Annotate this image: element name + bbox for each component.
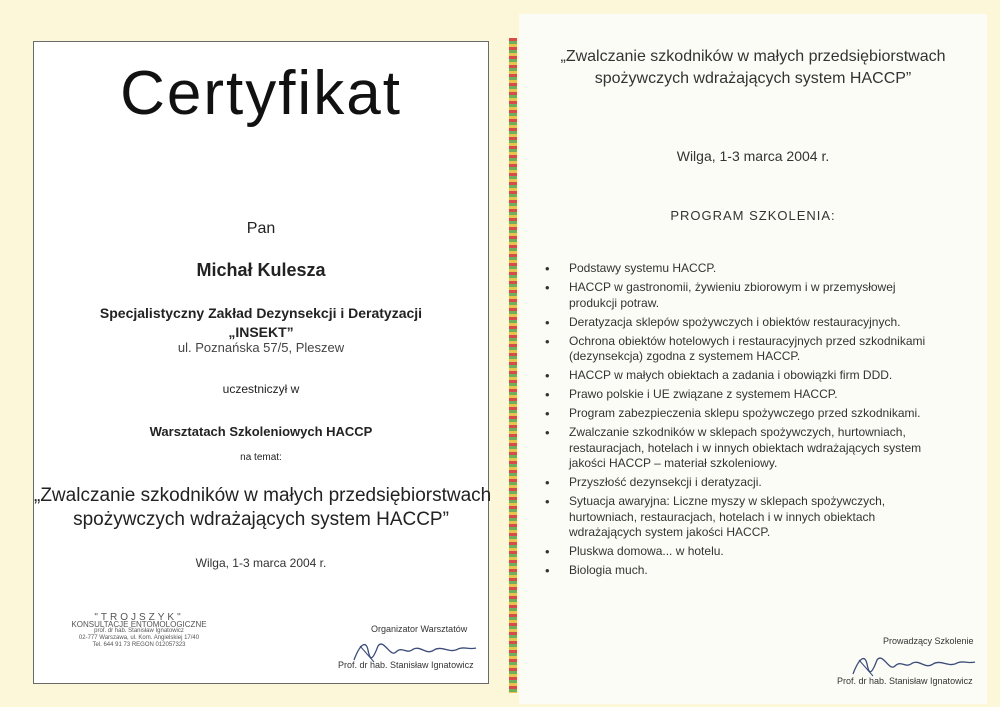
program-page bbox=[519, 14, 987, 704]
stamp-name: "TROJSZYK" bbox=[94, 612, 184, 623]
program-heading: PROGRAM SZKOLENIA: bbox=[670, 208, 836, 223]
company-line-2: „INSEKT” bbox=[228, 324, 294, 340]
stamp-line-3: prof. dr hab. Stanisław Ignatowicz bbox=[94, 628, 184, 634]
certificate-topic bbox=[34, 484, 492, 532]
leader-role: Prowadzący Szkolenie bbox=[883, 636, 974, 646]
list-item: • HACCP w małych obiektach a zadania i obowiązki firm DDD. bbox=[541, 368, 981, 384]
workshop-name: Warsztatach Szkoleniowych HACCP bbox=[149, 424, 373, 439]
list-item: • Prawo polskie i UE związane z systemem HACCP. bbox=[541, 387, 981, 403]
certificate-page bbox=[33, 41, 492, 684]
list-item: • Pluskwa domowa... w hotelu. bbox=[541, 544, 981, 560]
binding-spine bbox=[509, 38, 517, 693]
company-address: ul. Poznańska 57/5, Pleszew bbox=[177, 340, 345, 355]
topic-line-2: spożywczych wdrażających system HACCP” bbox=[73, 509, 449, 530]
program-list bbox=[541, 261, 981, 582]
list-item: • HACCP w gastronomii, żywieniu zbiorowym i w przemysłowej produkcji potraw. bbox=[541, 280, 981, 311]
stamp-subtitle: KONSULTACJE ENTOMOLOGICZNE bbox=[71, 620, 207, 629]
list-item: • Przyszłość dezynsekcji i deratyzacji. bbox=[541, 475, 981, 491]
list-item: • Ochrona obiektów hotelowych i restauracyjnych przed szkodnikami (dezynsekcja) zgodna z systemem HACCP. bbox=[541, 334, 981, 365]
list-item: • Sytuacja awaryjna: Liczne myszy w sklepach spożywczych, hurtowniach, restauracjach, hotelach i w innych obiektach wdrażających system jakości HACCP. bbox=[541, 494, 981, 541]
leader-person: Prof. dr hab. Stanisław Ignatowicz bbox=[837, 676, 973, 686]
certificate-title: Certyfikat bbox=[120, 59, 402, 128]
stamp-line-5: Tel. 644 91 73 REGON 012057323 bbox=[92, 642, 186, 648]
certificate-date: Wilga, 1-3 marca 2004 r. bbox=[195, 556, 327, 570]
organizer-role: Organizator Warsztatów bbox=[371, 624, 468, 634]
program-topic bbox=[519, 46, 987, 90]
recipient-name: Michał Kulesza bbox=[196, 260, 326, 280]
list-item: • Program zabezpieczenia sklepu spożywczego przed szkodnikami. bbox=[541, 406, 981, 422]
company-line-1: Specjalistyczny Zakład Dezynsekcji i Deratyzacji bbox=[99, 305, 423, 321]
list-item: • Podstawy systemu HACCP. bbox=[541, 261, 981, 277]
list-item: • Biologia much. bbox=[541, 563, 981, 579]
salutation: Pan bbox=[246, 220, 276, 237]
company-name bbox=[34, 304, 488, 342]
stamp-line-4: 02-777 Warszawa, ul. Kom. Angielskiej 17/40 bbox=[78, 635, 200, 641]
organizer-stamp bbox=[64, 614, 214, 649]
participated-text: uczestniczył w bbox=[222, 382, 300, 396]
on-topic-label: na temat: bbox=[240, 452, 282, 463]
organizer-person: Prof. dr hab. Stanisław Ignatowicz bbox=[338, 660, 474, 670]
program-date: Wilga, 1-3 marca 2004 r. bbox=[676, 148, 830, 164]
topic-line-1: „Zwalczanie szkodników w małych przedsiębiorstwach bbox=[34, 485, 492, 506]
list-item: • Zwalczanie szkodników w sklepach spożywczych, hurtowniach, restauracjach, hotelach i w innych obiektach wdrażających system jakości HACCP – materiał szkoleniowy. bbox=[541, 425, 981, 472]
list-item: • Deratyzacja sklepów spożywczych i obiektów restauracyjnych. bbox=[541, 315, 981, 331]
program-topic-line-1: „Zwalczanie szkodników w małych przedsiębiorstwach bbox=[560, 48, 946, 65]
program-topic-line-2: spożywczych wdrażających system HACCP” bbox=[594, 70, 912, 87]
